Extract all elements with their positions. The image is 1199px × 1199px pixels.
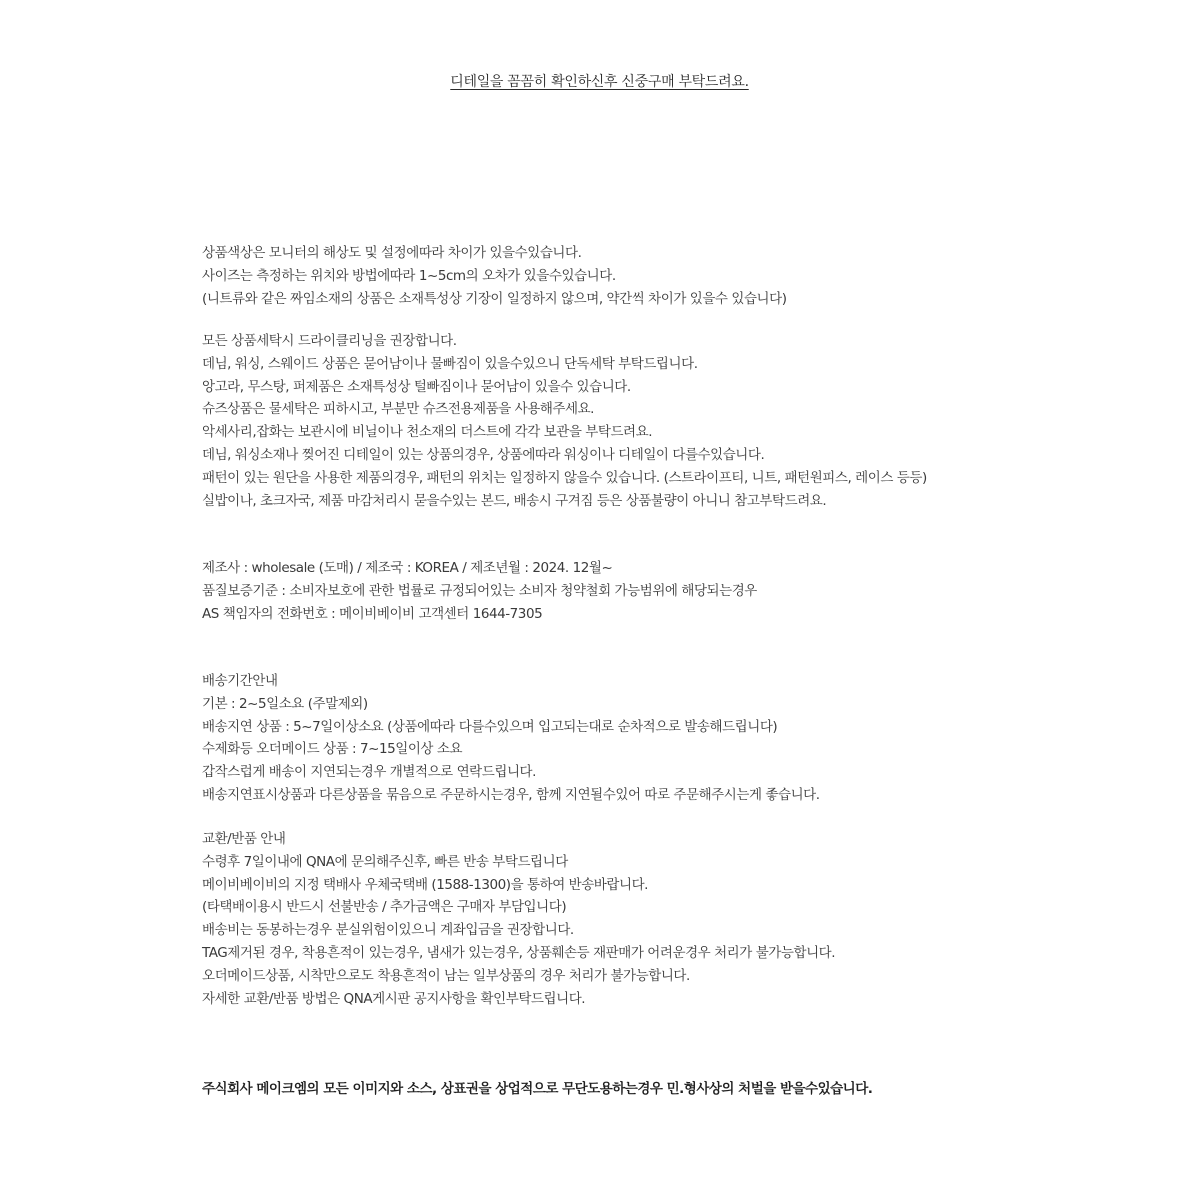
info-line: 메이비베이비의 지정 택배사 우체국택배 (1588-1300)을 통하여 반송바랍니다. xyxy=(202,876,649,893)
info-line: 배송비는 동봉하는경우 분실위험이있으니 계좌입금을 권장합니다. xyxy=(202,922,574,939)
color-size-notice xyxy=(202,242,787,310)
info-line: 자세한 교환/반품 방법은 QNA게시판 공지사항을 확인부탁드립니다. xyxy=(202,990,586,1007)
info-line: 수제화등 오더메이드 상품 : 7~15일이상 소요 xyxy=(202,741,463,758)
notice-line: 모든 상품세탁시 드라이클리닝을 권장합니다. xyxy=(202,333,457,349)
info-line: TAG제거된 경우, 착용흔적이 있는경우, 냄새가 있는경우, 상품훼손등 재판매가 어려운경우 처리가 불가능합니다. xyxy=(202,944,836,961)
info-line: 제조사 : wholesale (도매) / 제조국 : KOREA / 제조년월 : 2024. 12월~ xyxy=(202,560,613,576)
notice-line: 데님, 워싱소재나 찢어진 디테일이 있는 상품의경우, 상품에따라 워싱이나 디테일이 다를수있습니다. xyxy=(202,446,765,463)
page-title: 디테일을 꼼꼼히 확인하신후 신중구매 부탁드려요. xyxy=(450,74,749,90)
info-line: 기본 : 2~5일소요 (주말제외) xyxy=(202,695,368,712)
info-line: (타택배이용시 반드시 선불반송 / 추가금액은 구매자 부담입니다) xyxy=(202,899,567,916)
info-line: 오더메이드상품, 시착만으로도 착용흔적이 남는 일부상품의 경우 처리가 불가능합니다. xyxy=(202,967,690,984)
section-heading: 교환/반품 안내 xyxy=(202,831,286,847)
notice-line: 사이즈는 측정하는 위치와 방법에따라 1~5cm의 오차가 있을수있습니다. xyxy=(202,267,616,284)
washing-care-notice xyxy=(202,330,927,512)
delivery-info xyxy=(202,670,820,807)
notice-line: 실밥이나, 초크자국, 제품 마감처리시 묻을수있는 본드, 배송시 구겨짐 등은 상품불량이 아니니 참고부탁드려요. xyxy=(202,492,827,509)
section-heading: 배송기간안내 xyxy=(202,673,278,689)
info-line: 갑작스럽게 배송이 지연되는경우 개별적으로 연락드립니다. xyxy=(202,764,536,781)
manufacturer-info xyxy=(202,557,757,625)
info-line: 배송지연 상품 : 5~7일이상소요 (상품에따라 다를수있으며 입고되는대로 순차적으로 발송해드립니다) xyxy=(202,718,778,735)
info-line: 수령후 7일이내에 QNA에 문의해주신후, 빠른 반송 부탁드립니다 xyxy=(202,853,568,870)
exchange-return-info xyxy=(202,828,835,1010)
notice-line: (니트류와 같은 짜임소재의 상품은 소재특성상 기장이 일정하지 않으며, 약간씩 차이가 있을수 있습니다) xyxy=(202,290,787,307)
notice-line: 상품색상은 모니터의 해상도 및 설정에따라 차이가 있을수있습니다. xyxy=(202,245,582,261)
notice-line: 패턴이 있는 원단을 사용한 제품의경우, 패턴의 위치는 일정하지 않을수 있습니다. (스트라이프티, 니트, 패턴원피스, 레이스 등등) xyxy=(202,469,927,486)
copyright-notice: 주식회사 메이크엠의 모든 이미지와 소스, 상표권을 상업적으로 무단도용하는경우 민.형사상의 처벌을 받을수있습니다. xyxy=(202,1081,873,1097)
info-line: 품질보증기준 : 소비자보호에 관한 법률로 규정되어있는 소비자 청약철회 가능범위에 해당되는경우 xyxy=(202,582,757,599)
notice-line: 앙고라, 무스탕, 퍼제품은 소재특성상 털빠짐이나 묻어남이 있을수 있습니다. xyxy=(202,378,631,395)
info-line: AS 책임자의 전화번호 : 메이비베이비 고객센터 1644-7305 xyxy=(202,605,543,622)
info-line: 배송지연표시상품과 다른상품을 묶음으로 주문하시는경우, 함께 지연될수있어 따로 주문해주시는게 좋습니다. xyxy=(202,786,820,803)
notice-line: 악세사리,잡화는 보관시에 비닐이나 천소재의 더스트에 각각 보관을 부탁드려요. xyxy=(202,424,653,441)
notice-line: 데님, 워싱, 스웨이드 상품은 묻어남이나 물빠짐이 있을수있으니 단독세탁 부탁드립니다. xyxy=(202,355,698,372)
notice-line: 슈즈상품은 물세탁은 피하시고, 부분만 슈즈전용제품을 사용해주세요. xyxy=(202,401,595,418)
